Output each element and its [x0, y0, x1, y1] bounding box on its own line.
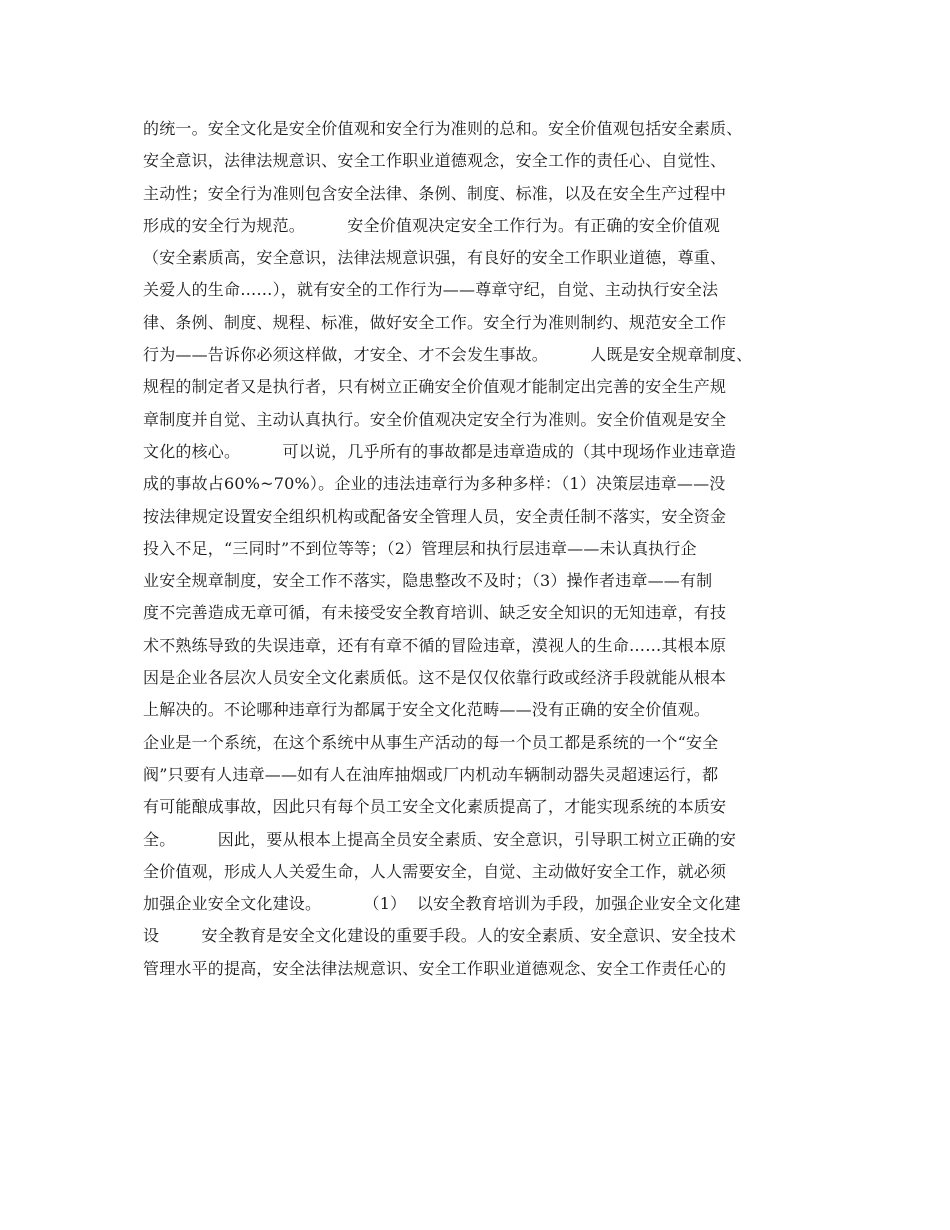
text-line: 文化的核心。 可以说，几乎所有的事故都是违章造成的（其中现场作业违章造	[143, 441, 737, 461]
text-line: 形成的安全行为规范。 安全价值观决定安全工作行为。有正确的安全价值观	[143, 215, 720, 235]
text-line: 全价值观，形成人人关爱生命，人人需要安全，自觉、主动做好安全工作，就必须	[143, 861, 727, 881]
text-line: 行为——告诉你必须这样做，才安全、才不会发生事故。 人既是安全规章制度、	[143, 345, 753, 365]
text-line: 章制度并自觉、主动认真执行。安全价值观决定安全行为准则。安全价值观是安全	[143, 409, 727, 429]
text-line: 加强企业安全文化建设。 （1） 以安全教育培训为手段，加强企业安全文化建	[143, 894, 741, 914]
text-line: 规程的制定者又是执行者，只有树立正确安全价值观才能制定出完善的安全生产规	[143, 377, 727, 397]
text-line: 阀”只要有人违章——如有人在油库抽烟或厂内机动车辆制动器失灵超速运行，都	[143, 764, 719, 784]
text-line: 企业是一个系统，在这个系统中从事生产活动的每一个员工都是系统的一个“安全	[143, 732, 719, 752]
text-line: 投入不足，“三同时”不到位等等；（2）管理层和执行层违章——未认真执行企	[143, 538, 697, 558]
text-line: 成的事故占60%~70%）。企业的违法违章行为多种多样：（1）决策层违章——没	[143, 474, 726, 494]
text-line: 律、条例、制度、规程、标准，做好安全工作。安全行为准则制约、规范安全工作	[143, 312, 727, 332]
text-line: 关爱人的生命……），就有安全的工作行为——尊章守纪，自觉、主动执行安全法	[143, 280, 719, 300]
text-line: 管理水平的提高，安全法律法规意识、安全工作职业道德观念、安全工作责任心的	[143, 958, 727, 978]
text-line: 上解决的。不论哪种违章行为都属于安全文化范畴——没有正确的安全价值观。	[143, 700, 711, 720]
text-line: 术不熟练导致的失误违章，还有有章不循的冒险违章，漠视人的生命……其根本原	[143, 635, 727, 655]
text-line: 全。 因此，要从根本上提高全员安全素质、安全意识，引导职工树立正确的安	[143, 829, 737, 849]
text-line: 业安全规章制度，安全工作不落实，隐患整改不及时；（3）操作者违章——有制	[143, 571, 713, 591]
text-line: 主动性；安全行为准则包含安全法律、条例、制度、标准，以及在安全生产过程中	[143, 183, 727, 203]
text-line: 按法律规定设置安全组织机构或配备安全管理人员，安全责任制不落实，安全资金	[143, 506, 727, 526]
text-line: 设 安全教育是安全文化建设的重要手段。人的安全素质、安全意识、安全技术	[143, 926, 737, 946]
text-line: 有可能酿成事故，因此只有每个员工安全文化素质提高了，才能实现系统的本质安	[143, 797, 727, 817]
text-line: 度不完善造成无章可循，有未接受安全教育培训、缺乏安全知识的无知违章，有技	[143, 603, 727, 623]
text-line: 因是企业各层次人员安全文化素质低。这不是仅仅依靠行政或经济手段就能从根本	[143, 668, 727, 688]
text-line: 安全意识，法律法规意识、安全工作职业道德观念，安全工作的责任心、自觉性、	[143, 151, 727, 171]
text-line: 的统一。安全文化是安全价值观和安全行为准则的总和。安全价值观包括安全素质、	[143, 119, 743, 138]
body-text	[143, 113, 823, 985]
text-line: （安全素质高，安全意识，法律法规意识强，有良好的安全工作职业道德，尊重、	[143, 248, 727, 268]
